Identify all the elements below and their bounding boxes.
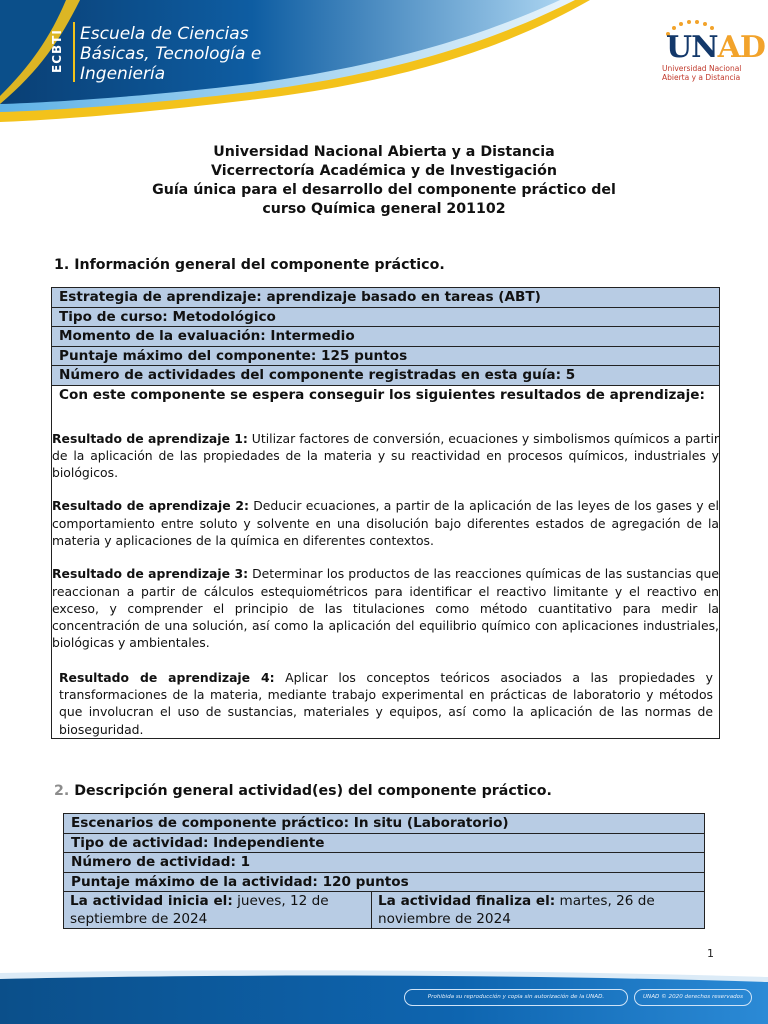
unad-logo	[660, 18, 765, 90]
logo-caption-line: Abierta y a Distancia	[662, 73, 741, 82]
school-name-line: Básicas, Tecnología e	[80, 44, 262, 64]
outcome-text: Utilizar factores de conversión, ecuaciones y simbolismos químicos a partir de la aplicación de las propiedades de la materia y su reactividad en procesos químicos, industriales y biológicos.	[52, 430, 719, 481]
school-name	[80, 24, 261, 84]
page-header	[0, 0, 768, 125]
general-info-table	[51, 287, 720, 739]
outcome-text: Deducir ecuaciones, a partir de la aplicación de las leyes de los gases y el comportamiento entre soluto y solvente en una disolución bajo diferentes estados de agregación de la materia y aplicaciones de la química en diferentes contextos.	[52, 498, 719, 548]
table-row: Puntaje máximo de la actividad: 120 puntos	[64, 873, 704, 893]
table-row: Momento de la evaluación: Intermedio	[52, 327, 719, 347]
logo-caption	[662, 64, 741, 82]
footer-notice: Prohibida su reproducción y copia sin autorización de la UNAD.	[404, 989, 628, 1006]
table-row: Puntaje máximo del componente: 125 puntos	[52, 347, 719, 367]
section-1-heading: 1. Información general del componente práctico.	[54, 257, 445, 273]
outcome-text: Determinar los productos de las reacciones químicas de las sustancias que reaccionan a partir de cálculos estequiométricos para identificar el reactivo limitante y el reactivo en exceso, y comprender el principio de las titulaciones como método cuantitativo para medir la concentración de una solución, así como la aplicación del equilibrio químico con aplicaciones industriales, biológicas y ambientales.	[52, 566, 719, 651]
table-row: Número de actividad: 1	[64, 853, 704, 873]
logo-word-un: UN	[666, 30, 718, 65]
end-label: La actividad finaliza el:	[378, 893, 556, 909]
learning-outcome	[52, 430, 719, 482]
footer-copyright: UNAD © 2020 derechos reservados	[634, 989, 752, 1006]
section-2-heading	[54, 783, 552, 799]
outcome-label: Resultado de aprendizaje 4:	[59, 669, 275, 685]
title-line: curso Química general 201102	[262, 201, 506, 217]
learning-outcomes-cell	[52, 386, 719, 738]
outcome-text: Aplicar los conceptos teóricos asociados a las propiedades y transformaciones de la materia, mediante trabajo experimental en prácticas de laboratorio y métodos que involucran el uso de sustancias, materiales y equipos, así como la aplicación de las normas de bioseguridad.	[59, 669, 713, 737]
logo-word-ad: AD	[717, 30, 765, 65]
title-line: Universidad Nacional Abierta y a Distancia	[213, 144, 555, 160]
activity-start-cell	[64, 892, 372, 928]
header-divider	[73, 22, 75, 82]
document-title-block	[0, 143, 768, 219]
table-row: Escenarios de componente práctico: In situ (Laboratorio)	[64, 814, 704, 834]
end-value: martes, 26 de noviembre de 2024	[378, 893, 655, 927]
title-line: Vicerrectoría Académica y de Investigación	[211, 163, 557, 179]
section-2-number: 2.	[54, 783, 70, 799]
page-number: 1	[707, 947, 714, 960]
section-2-title: Descripción general actividad(es) del componente práctico.	[74, 783, 552, 799]
logo-wordmark	[666, 30, 765, 65]
activity-info-table	[63, 813, 705, 929]
start-label: La actividad inicia el:	[70, 893, 233, 909]
start-value: jueves, 12 de septiembre de 2024	[70, 893, 329, 927]
table-row: Número de actividades del componente registradas en esta guía: 5	[52, 366, 719, 386]
outcome-label: Resultado de aprendizaje 2:	[52, 498, 249, 514]
ecbti-label: ECBTI	[50, 29, 64, 73]
activity-end-cell	[372, 892, 704, 928]
learning-outcome	[52, 565, 719, 651]
table-row: Tipo de actividad: Independiente	[64, 834, 704, 854]
outcome-label: Resultado de aprendizaje 1:	[52, 430, 248, 446]
outcomes-intro: Con este componente se espera conseguir los siguientes resultados de aprendizaje:	[59, 386, 705, 403]
table-row: Estrategia de aprendizaje: aprendizaje basado en tareas (ABT)	[52, 288, 719, 308]
activity-dates-row	[64, 892, 704, 928]
title-line: Guía única para el desarrollo del componente práctico del	[152, 182, 616, 198]
learning-outcome	[52, 497, 719, 549]
school-name-line: Ingeniería	[80, 64, 166, 84]
school-name-line: Escuela de Ciencias	[80, 24, 249, 44]
table-row: Tipo de curso: Metodológico	[52, 308, 719, 328]
outcome-label: Resultado de aprendizaje 3:	[52, 566, 249, 582]
learning-outcome	[52, 669, 719, 738]
logo-caption-line: Universidad Nacional	[662, 64, 742, 73]
